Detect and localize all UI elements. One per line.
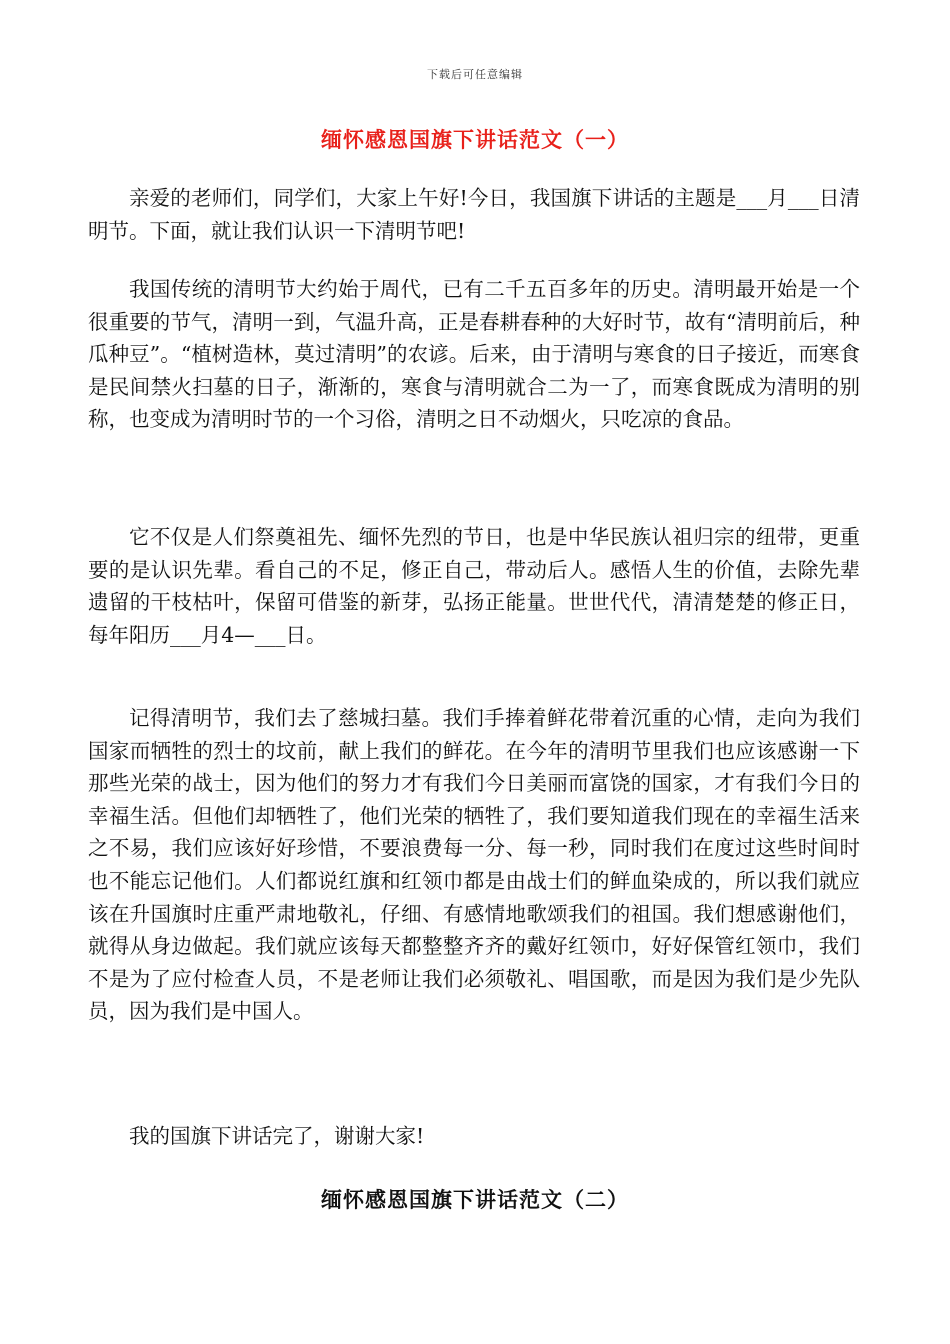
section-1-paragraph-1-block: [88, 182, 860, 247]
section-1-paragraph-5-block: [88, 1120, 860, 1153]
section-1-paragraph-2-block: [88, 273, 860, 436]
header-note: 下载后可任意编辑: [427, 68, 523, 81]
paragraph: 亲爱的老师们，同学们，大家上午好!今日，我国旗下讲话的主题是___月___日清明节。下面，就让我们认识一下清明节吧!: [88, 186, 860, 243]
section-2-title: 缅怀感恩国旗下讲话范文（二）: [321, 1187, 629, 1212]
section-1-title: 缅怀感恩国旗下讲话范文（一）: [321, 127, 629, 152]
paragraph: 它不仅是人们祭奠祖先、缅怀先烈的节日，也是中华民族认祖归宗的纽带，更重要的是认识先辈。看自己的不足，修正自己，带动后人。感悟人生的价值，去除先辈遗留的干枝枯叶，保留可借鉴的新芽，弘扬正能量。世世代代，清清楚楚的修正日，每年阳历___月4—___日。: [88, 525, 860, 647]
paragraph: 记得清明节，我们去了慈城扫墓。我们手捧着鲜花带着沉重的心情，走向为我们国家而牺牲的烈士的坟前，献上我们的鲜花。在今年的清明节里我们也应该感谢一下那些光荣的战士，因为他们的努力才有我们今日美丽而富饶的国家，才有我们今日的幸福生活。但他们却牺牲了，他们光荣的牺牲了，我们要知道我们现在的幸福生活来之不易，我们应该好好珍惜，不要浪费每一分、每一秒，同时我们在度过这些时间时也不能忘记他们。人们都说红旗和红领巾都是由战士们的鲜血染成的，所以我们就应该在升国旗时庄重严肃地敬礼，仔细、有感情地歌颂我们的祖国。我们想感谢他们，就得从身边做起。我们就应该每天都整整齐齐的戴好红领巾，好好保管红领巾，我们不是为了应付检查人员，不是老师让我们必须敬礼、唱国歌，而是因为我们是少先队员，因为我们是中国人。: [88, 706, 860, 1024]
paragraph: 我的国旗下讲话完了，谢谢大家!: [129, 1124, 425, 1148]
section-1-paragraph-3-block: [88, 521, 860, 651]
section-1-paragraph-4-block: [88, 702, 860, 1028]
paragraph: 我国传统的清明节大约始于周代，已有二千五百多年的历史。清明最开始是一个很重要的节气，清明一到，气温升高，正是春耕春种的大好时节，故有“清明前后，种瓜种豆”。“植树造林，莫过清明”的农谚。后来，由于清明与寒食的日子接近，而寒食是民间禁火扫墓的日子，渐渐的，寒食与清明就合二为一了，而寒食既成为清明的别称，也变成为清明时节的一个习俗，清明之日不动烟火，只吃凉的食品。: [88, 277, 860, 432]
